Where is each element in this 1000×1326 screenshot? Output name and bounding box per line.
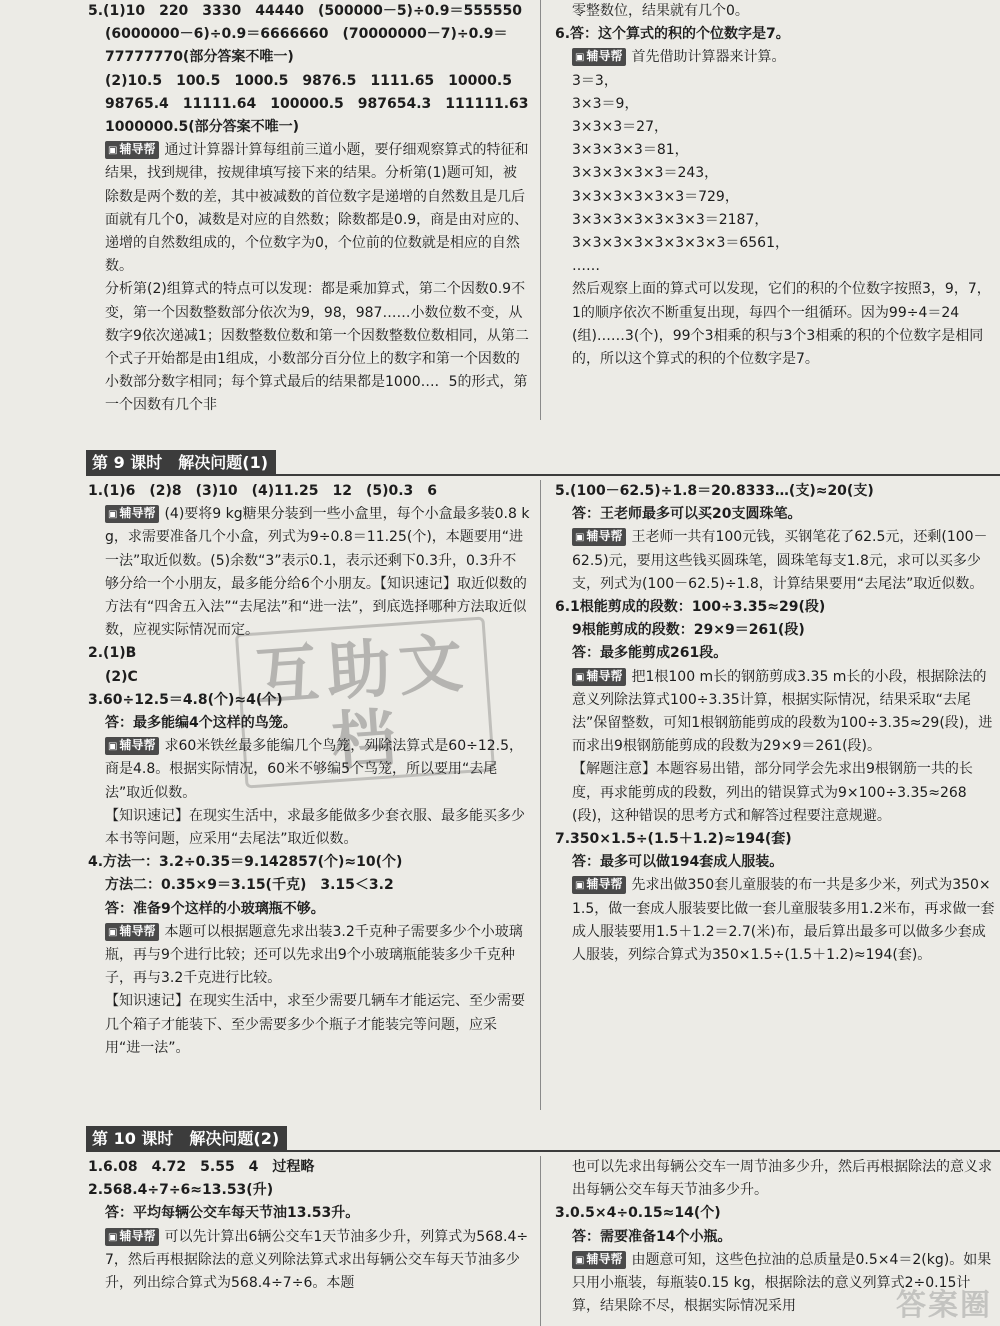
help-tag: ▣ 辅导帮 (105, 1228, 159, 1246)
calc-line: 3×3×3＝27， (572, 119, 668, 136)
book-icon: ▣ (575, 671, 585, 683)
calc-line: 3×3×3×3×3＝243， (572, 165, 719, 182)
help-paragraph: ▣ 辅导帮 (4)要将9 kg糖果分装到一些小盒里，每个小盒最多装0.8 kg，求需要准备几个小盒，列式为9÷0.8＝11.25(个)，本题要用“进一法”取近似数。(5)余数“3”表示0.1，表示还剩下0.3升，0.3升不够分给一个小朋友，最多能分给6个小朋友。【知识速记】取近似数的方法有“四舍五入法”“去尾法”和“进一法”，到底选择哪种方法取近似数，应视实际情况而定。 (105, 506, 530, 639)
column-divider (540, 0, 541, 420)
calc-line: 3×3×3×3＝81， (572, 142, 689, 159)
lesson-10-left-column (88, 1156, 530, 1295)
book-icon: ▣ (108, 1231, 118, 1243)
lesson-10-section (0, 1156, 1000, 1326)
answer-line: 方法二：0.35×9＝3.15(千克) 3.15＜3.2 (105, 877, 394, 894)
calc-line: 3×3＝9， (572, 95, 639, 112)
help-tag: ▣ 辅导帮 (105, 923, 159, 941)
answer-line: 1.(1)6 (2)8 (3)10 (4)11.25 12 (5)0.3 6 (88, 483, 438, 499)
help-paragraph: ▣ 辅导帮 可以先计算出6辆公交车1天节油多少升，列算式为568.4÷7，然后再根据除法的意义列除法算式求出每辆公交车每天节油多少升，列出综合算式为568.4÷7÷6。本题 (105, 1228, 529, 1292)
answer-line: 答：王老师最多可以买20支圆珠笔。 (572, 506, 802, 523)
answer-line: 答：准备9个这样的小玻璃瓶不够。 (105, 900, 325, 917)
text-line: 零整数位，结果就有几个0。 (572, 3, 749, 19)
help-tag: ▣ 辅导帮 (572, 1251, 626, 1269)
calc-line: …… (572, 258, 600, 275)
help-tag: ▣ 辅导帮 (572, 668, 626, 686)
answer-line: 6.答：这个算式的积的个位数字是7。 (555, 26, 790, 43)
book-icon: ▣ (575, 532, 585, 544)
answer-line: 6.1根能剪成的段数：100÷3.35≈29(段) (555, 599, 826, 616)
book-icon: ▣ (575, 1254, 585, 1266)
answer-line: 4.方法一：3.2÷0.35＝9.142857(个)≈10(个) (88, 854, 403, 871)
answer-line: 2.(1)B (88, 645, 137, 662)
lesson-9-right-column (555, 480, 995, 967)
answer-line: 答：需要准备14个小瓶。 (572, 1228, 732, 1245)
answer-line: 答：最多能编4个这样的鸟笼。 (105, 715, 297, 732)
answer-line: (6000000－6)÷0.9＝6666660 (70000000－7)÷0.9＝ (105, 26, 508, 43)
book-icon: ▣ (108, 145, 118, 157)
lesson-10-title: 第 10 课时 解决问题(2) (86, 1126, 287, 1152)
answer-line: 7.350×1.5÷(1.5＋1.2)≈194(套) (555, 831, 792, 848)
lesson-9-section (0, 480, 1000, 1120)
top-section (0, 0, 1000, 430)
lesson-10-rule (86, 1150, 1000, 1152)
answer-line: 5.(1)10 220 3330 44440 (500000－5)÷0.9＝555550 (88, 3, 522, 19)
answer-line: 答：平均每辆公交车每天节油13.53升。 (105, 1205, 360, 1222)
help-paragraph: ▣ 辅导帮 求60米铁丝最多能编几个鸟笼，列除法算式是60÷12.5，商是4.8。根据实际情况，60米不够编5个鸟笼，所以要用“去尾法”取近似数。 (105, 738, 523, 801)
help-tag: ▣ 辅导帮 (572, 48, 626, 66)
help-paragraph: 也可以先求出每辆公交车一周节油多少升，然后再根据除法的意义求出每辆公交车每天节油多少升。 (572, 1159, 992, 1199)
watermark-stamp: 互助文档 (235, 616, 495, 788)
help-paragraph: ▣ 辅导帮 王老师一共有100元钱，买钢笔花了62.5元，还剩(100－62.5)元，要用这些钱买圆珠笔，圆珠笔每支1.8元，求可以买多少支，列式为(100－62.5)÷1.8，计算结果要用“去尾法”取近似数。 (572, 529, 988, 592)
help-tag: ▣ 辅导帮 (572, 876, 626, 894)
help-tag: ▣ 辅导帮 (105, 141, 159, 159)
help-paragraph: 分析第(2)组算式的特点可以发现：都是乘加算式，第二个因数0.9不变，第一个因数整数部分依次为9，98，987……小数位数不变，从数字9依次递减1；因数整数位数和第一个因数整数位数相同，从第二个式子开始都是由1组成，小数部分百分位上的数字和第一个因数的小数部分数字相同；每个算式最后的结果都是1000…．5的形式，第一个因数有几个非 (105, 281, 529, 414)
calc-line: 3＝3， (572, 72, 618, 89)
help-paragraph: ▣ 辅导帮 通过计算器计算每组前三道小题，要仔细观察算式的特征和结果，找到规律，按规律填写接下来的结果。分析第(1)题可知，被除数是两个数的差，其中被减数的首位数字是递增的自然数且是几后面就有几个0，减数是对应的自然数；除数都是0.9，商是由对应的、递增的自然数组成的，个位数字为0，个位前的位数就是相应的自然数。 (105, 142, 529, 275)
note-paragraph: 【解题注意】本题容易出错，部分同学会先求出9根钢筋一共的长度，再求能剪成的段数，列出的错误算式为9×100÷3.35≈268(段)，这种错误的思考方式和解答过程要注意规避。 (572, 761, 973, 824)
help-paragraph: ▣ 辅导帮 把1根100 m长的钢筋剪成3.35 m长的小段，根据除法的意义列除法算式100÷3.35计算，根据实际情况，结果采取“去尾法”保留整数，可知1根钢筋能剪成的段数为100÷3.35≈29(段)，进而求出9根钢筋能剪成的段数为29×9＝261(段)。 (572, 668, 993, 755)
help-paragraph: 然后观察上面的算式可以发现，它们的积的个位数字按照3，9，7，1的顺序依次不断重复出现，每四个一组循环。因为99÷4＝24(组)……3(个)，99个3相乘的积与3个3相乘的积的个位数字是相同的，所以这个算式的积的个位数字是7。 (572, 281, 991, 368)
book-icon: ▣ (575, 880, 585, 892)
answer-line: 77777770(部分答案不唯一) (105, 49, 294, 66)
top-right-column (555, 0, 995, 371)
help-tag: ▣ 辅导帮 (105, 505, 159, 523)
answer-line: 1000000.5(部分答案不唯一) (105, 119, 300, 136)
corner-watermark: 答案圈 (896, 1288, 992, 1323)
lesson-9-title: 第 9 课时 解决问题(1) (86, 450, 276, 476)
help-paragraph: ▣ 辅导帮 本题可以根据题意先求出装3.2千克种子需要多少个小玻璃瓶，再与9个进行比较；还可以先求出9个小玻璃瓶能装多少千克种子，再与3.2千克进行比较。 (105, 923, 523, 987)
help-tag: ▣ 辅导帮 (572, 528, 626, 546)
note-paragraph: 【知识速记】在现实生活中，求至少需要几辆车才能运完、至少需要几个箱子才能装下、至少需要多少个瓶子才能装完等问题，应采用“进一法”。 (105, 993, 525, 1056)
answer-line: 9根能剪成的段数：29×9＝261(段) (572, 622, 805, 639)
calc-line: 3×3×3×3×3×3×3＝2187， (572, 211, 769, 228)
help-paragraph: ▣ 辅导帮 首先借助计算器来计算。 (555, 46, 995, 69)
answer-line: 3.60÷12.5＝4.8(个)≈4(个) (88, 691, 283, 708)
answer-line: 98765.4 11111.64 100000.5 987654.3 111111.63 (105, 95, 529, 112)
book-icon: ▣ (575, 52, 585, 64)
answer-line: (2)C (105, 668, 138, 685)
top-left-column (88, 0, 530, 418)
column-divider (540, 480, 541, 1110)
book-icon: ▣ (108, 926, 118, 938)
book-icon: ▣ (108, 509, 118, 521)
calc-line: 3×3×3×3×3×3×3×3＝6561， (572, 235, 789, 252)
help-tag: ▣ 辅导帮 (105, 737, 159, 755)
note-paragraph: 【知识速记】在现实生活中，求最多能做多少套衣服、最多能买多少本书等问题，应采用“去尾法”取近似数。 (105, 807, 525, 848)
calc-line: 3×3×3×3×3×3＝729， (572, 188, 739, 205)
lesson-9-rule (86, 474, 1000, 476)
book-icon: ▣ (108, 741, 118, 753)
help-paragraph: ▣ 辅导帮 由题意可知，这些色拉油的总质量是0.5×4＝2(kg)。如果只用小瓶装，每瓶装0.15 kg，根据除法的意义列算式2÷0.15计算，结果除不尽，根据实际情况采用 (572, 1251, 992, 1315)
column-divider (540, 1156, 541, 1326)
answer-line: 3.0.5×4÷0.15≈14(个) (555, 1205, 721, 1222)
answer-line: 5.(100－62.5)÷1.8＝20.8333…(支)≈20(支) (555, 483, 874, 499)
answer-line: 答：最多可以做194套成人服装。 (572, 854, 784, 871)
answer-line: 2.568.4÷7÷6≈13.53(升) (88, 1182, 274, 1199)
answer-line: (2)10.5 100.5 1000.5 9876.5 1111.65 10000.5 (105, 72, 512, 89)
answer-line: 答：最多能剪成261段。 (572, 645, 728, 662)
answer-line: 1.6.08 4.72 5.55 4 过程略 (88, 1159, 315, 1175)
help-paragraph: ▣ 辅导帮 先求出做350套儿童服装的布一共是多少米，列式为350×1.5，做一套成人服装要比做一套儿童服装多用1.2米布，再求做一套成人服装要用1.5＋1.2＝2.7(米)布，最后算出最多可以做多少套成人服装，列综合算式为350×1.5÷(1.5＋1.2)≈194(套)。 (572, 877, 995, 964)
